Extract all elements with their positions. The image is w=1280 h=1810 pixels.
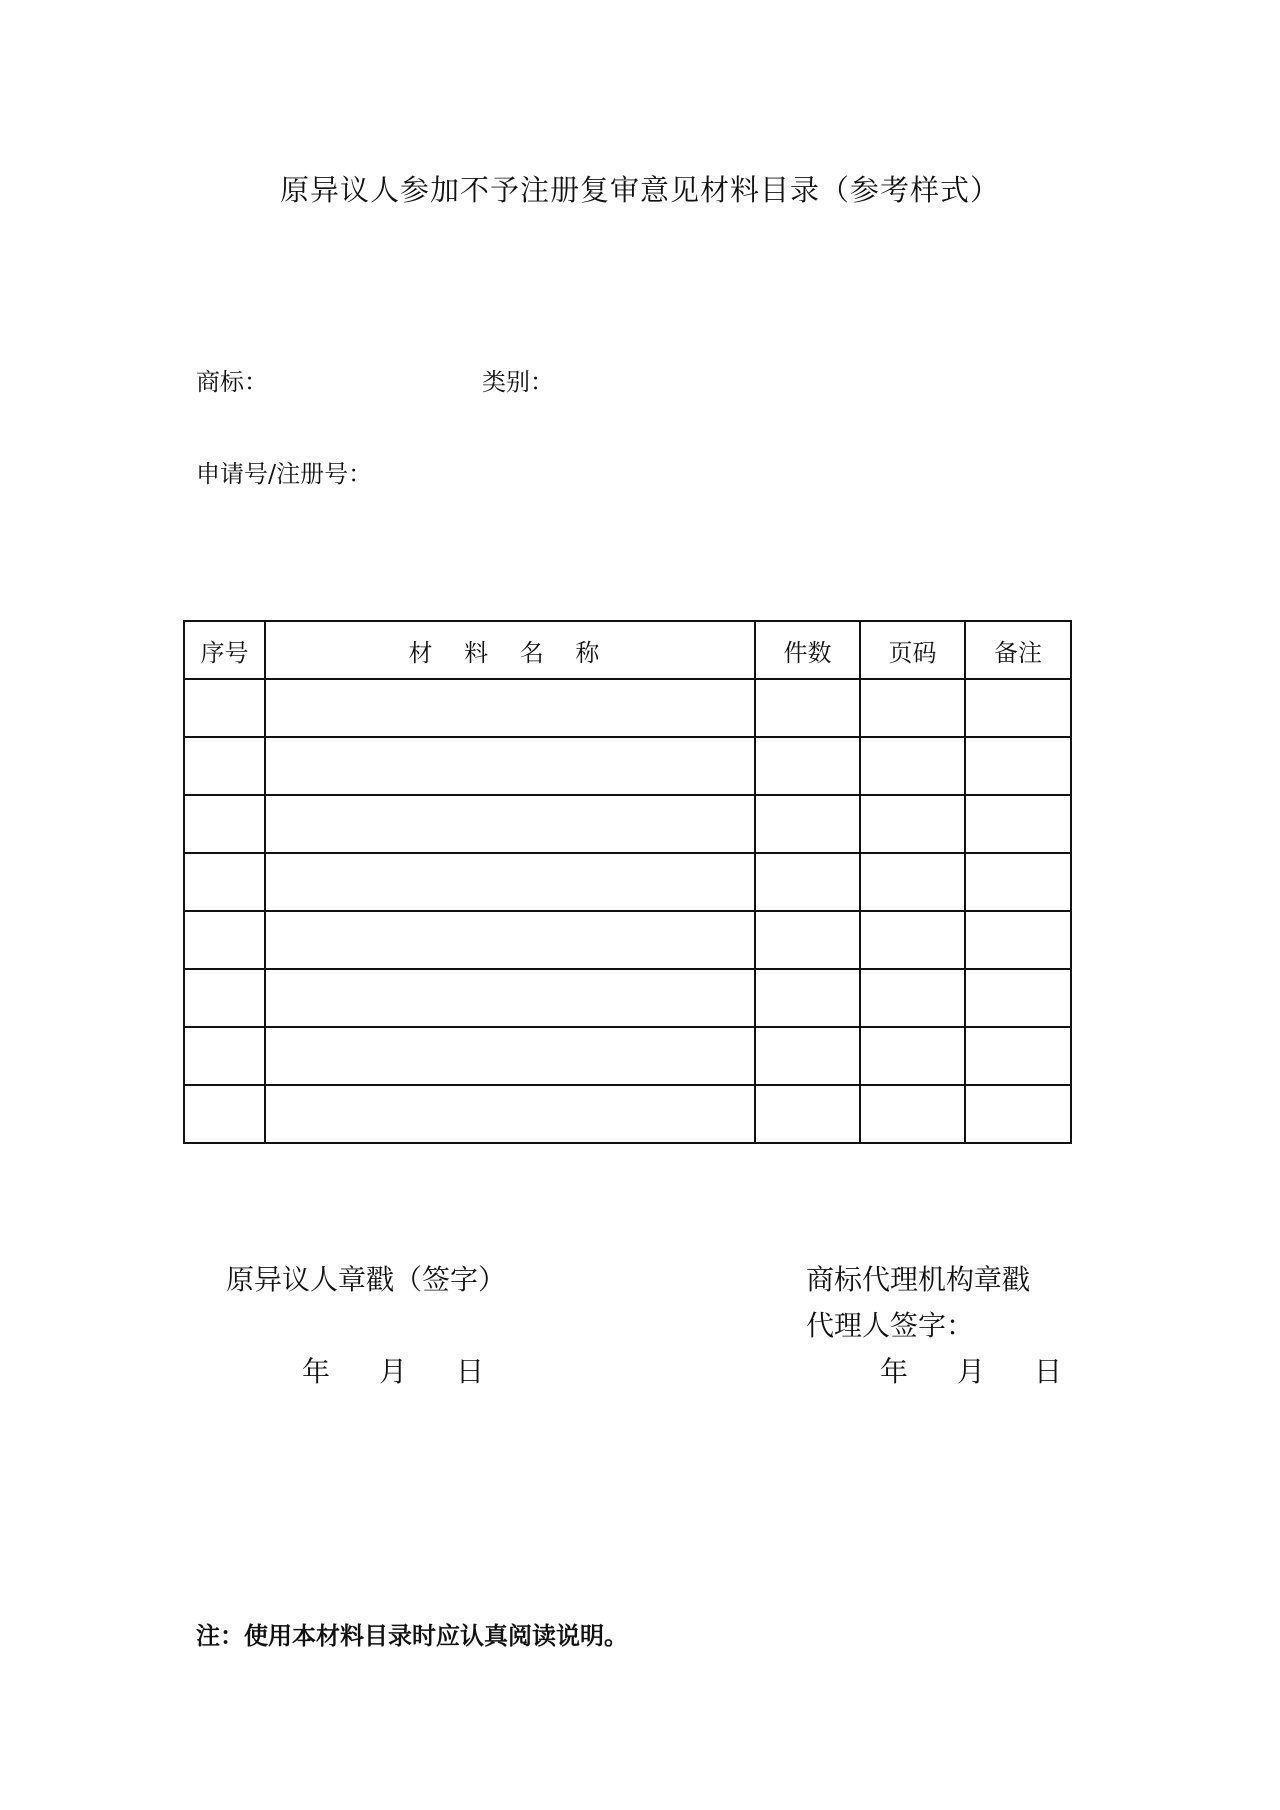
date-year-label: 年 [880,1355,909,1388]
table-cell[interactable] [755,853,860,911]
table-cell[interactable] [755,1085,860,1143]
table-cell[interactable] [860,1085,965,1143]
usage-note: 注：使用本材料目录时应认真阅读说明。 [196,1622,628,1650]
table-cell[interactable] [965,1027,1071,1085]
table-cell[interactable] [860,911,965,969]
agent-signature-label: 代理人签字： [806,1309,975,1342]
table-cell[interactable] [184,853,265,911]
table-row [184,679,1071,737]
table-cell[interactable] [184,911,265,969]
header-page-number: 页码 [860,621,965,679]
table-cell[interactable] [184,795,265,853]
table-cell[interactable] [860,737,965,795]
table-row [184,1027,1071,1085]
table-cell[interactable] [265,911,755,969]
table-cell[interactable] [265,1085,755,1143]
opponent-date-line [302,1350,484,1390]
table-cell[interactable] [965,853,1071,911]
trademark-label: 商标： [196,368,268,396]
table-cell[interactable] [965,911,1071,969]
table-cell[interactable] [184,969,265,1027]
table-row [184,795,1071,853]
table-cell[interactable] [265,853,755,911]
table-cell[interactable] [755,795,860,853]
date-month-label: 月 [379,1355,408,1388]
table-cell[interactable] [860,1027,965,1085]
table-row [184,969,1071,1027]
table-cell[interactable] [965,679,1071,737]
table-cell[interactable] [184,679,265,737]
table-cell[interactable] [265,795,755,853]
table-row [184,1085,1071,1143]
header-item-count: 件数 [755,621,860,679]
table-cell[interactable] [755,969,860,1027]
table-cell[interactable] [965,737,1071,795]
table-cell[interactable] [265,1027,755,1085]
table-cell[interactable] [965,1085,1071,1143]
table-cell[interactable] [755,737,860,795]
materials-table [183,620,1072,1144]
table-cell[interactable] [965,969,1071,1027]
header-serial-number: 序号 [184,621,265,679]
header-remarks: 备注 [965,621,1071,679]
table-cell[interactable] [860,853,965,911]
table-cell[interactable] [860,969,965,1027]
date-month-label: 月 [957,1355,986,1388]
table-cell[interactable] [265,679,755,737]
table-cell[interactable] [265,737,755,795]
table-row [184,737,1071,795]
table-cell[interactable] [184,1085,265,1143]
table-header-row [184,621,1071,679]
application-number-label: 申请号/注册号： [196,460,373,488]
table-row [184,911,1071,969]
table-cell[interactable] [755,1027,860,1085]
table-cell[interactable] [184,1027,265,1085]
opponent-seal-label: 原异议人章戳（签字） [226,1263,507,1296]
table-row [184,853,1071,911]
table-cell[interactable] [184,737,265,795]
agency-date-line [880,1350,1062,1390]
header-material-name: 材 料 名 称 [265,621,755,679]
table-cell[interactable] [265,969,755,1027]
table-cell[interactable] [755,679,860,737]
document-title: 原异议人参加不予注册复审意见材料目录（参考样式） [279,173,1000,207]
table-cell[interactable] [755,911,860,969]
table-cell[interactable] [965,795,1071,853]
class-label: 类别： [482,368,554,396]
agency-seal-label: 商标代理机构章戳 [806,1263,1031,1296]
table-cell[interactable] [860,679,965,737]
date-day-label: 日 [456,1355,485,1388]
date-year-label: 年 [302,1355,331,1388]
table-cell[interactable] [860,795,965,853]
date-day-label: 日 [1034,1355,1063,1388]
